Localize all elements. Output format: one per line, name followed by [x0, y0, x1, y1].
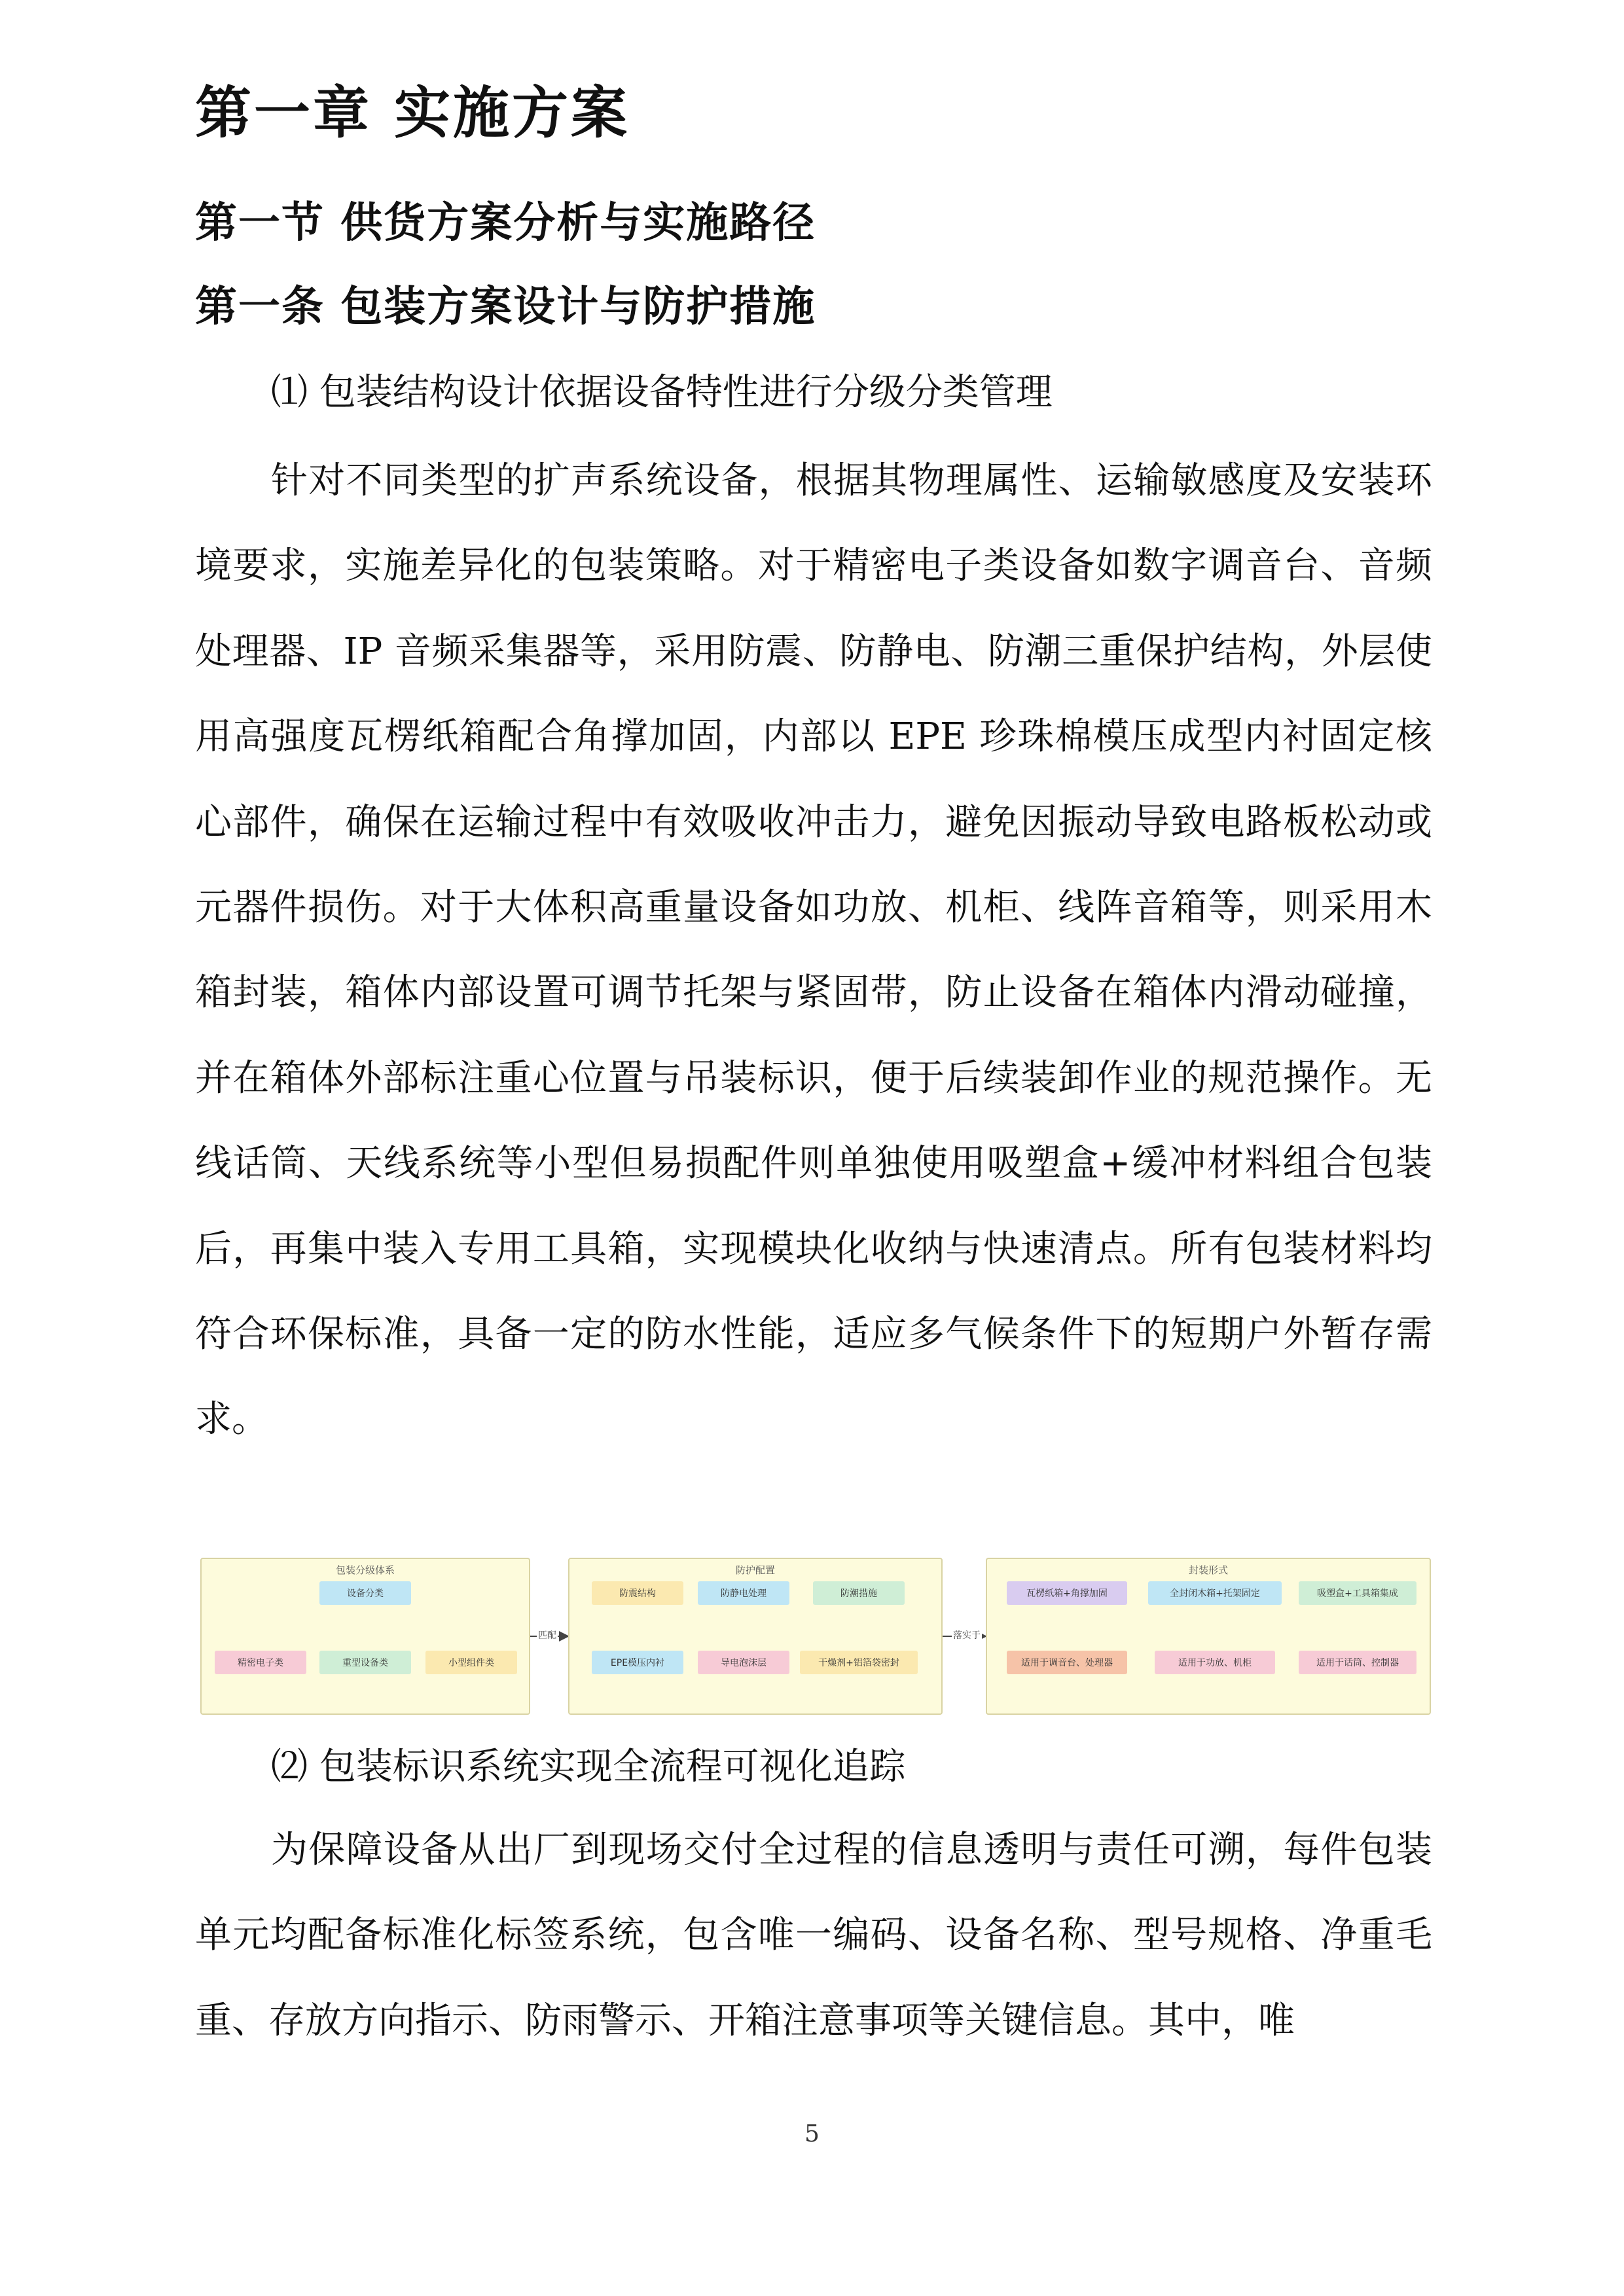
node-device-classification: 设备分类: [319, 1581, 411, 1605]
section-title: 第一节 供货方案分析与实施路径: [195, 198, 816, 247]
node-blister-box: 吸塑盒+工具箱集成: [1299, 1581, 1416, 1605]
node-small-components: 小型组件类: [425, 1651, 517, 1674]
node-conductive-foam: 导电泡沫层: [698, 1651, 789, 1674]
node-for-mixers: 适用于调音台、处理器: [1007, 1651, 1127, 1674]
node-carton-box: 瓦楞纸箱+角撑加固: [1007, 1581, 1127, 1605]
edge-label-match: 匹配: [537, 1628, 558, 1641]
subsection-2-heading: ⑵ 包装标识系统实现全流程可视化追踪: [271, 1746, 906, 1788]
chapter-title: 第一章 实施方案: [195, 80, 630, 146]
group-protection-config: [568, 1558, 943, 1715]
group-packaging-levels: [200, 1558, 530, 1715]
article-title: 第一条 包装方案设计与防护措施: [195, 282, 816, 331]
node-epe-lining: EPE模压内衬: [592, 1651, 683, 1674]
edge-label-apply: 落实于: [952, 1628, 982, 1641]
paragraph-1: 针对不同类型的扩声系统设备，根据其物理属性、运输敏感度及安装环境要求，实施差异化的包装策略。对于精密电子类设备如数字调音台、音频处理器、IP 音频采集器等，采用防震、防静电、防潮三重保护结构，外层使用高强度瓦楞纸箱配合角撑加固，内部以 EPE 珍珠棉模压成型内衬固定核心部件，确保在运输过程中有效吸收冲击力，避免因振动导致电路板松动或元器件损伤。对于大体积高重量设备如功放、机柜、线阵音箱等，则采用木箱封装，箱体内部设置可调节托架与紧固带，防止设备在箱体内滑动碰撞，并在箱体外部标注重心位置与吊装标识，便于后续装卸作业的规范操作。无线话筒、天线系统等小型但易损配件则单独使用吸塑盒+缓冲材料组合包装后，再集中装入专用工具箱，实现模块化收纳与快速清点。所有包装材料均符合环保标准，具备一定的防水性能，适应多气候条件下的短期户外暂存需求。: [195, 459, 1432, 1441]
packaging-diagram: [200, 1558, 1431, 1712]
subsection-1-heading: ⑴ 包装结构设计依据设备特性进行分级分类管理: [271, 371, 1053, 414]
group-packaging-form: [986, 1558, 1431, 1715]
node-for-microphones: 适用于话筒、控制器: [1299, 1651, 1416, 1674]
node-for-amplifiers: 适用于功放、机柜: [1155, 1651, 1275, 1674]
node-shockproof: 防震结构: [592, 1581, 683, 1605]
node-moistureproof: 防潮措施: [813, 1581, 905, 1605]
node-precise-electronics: 精密电子类: [215, 1651, 306, 1674]
page-number: 5: [804, 2121, 820, 2147]
paragraph-2: 为保障设备从出厂到现场交付全过程的信息透明与责任可溯，每件包装单元均配备标准化标签系统，包含唯一编码、设备名称、型号规格、净重毛重、存放方向指示、防雨警示、开箱注意事项等关键信息。其中，唯: [195, 1829, 1432, 2042]
node-wooden-case: 全封闭木箱+托架固定: [1148, 1581, 1282, 1605]
node-antistatic: 防静电处理: [698, 1581, 789, 1605]
group-title: 防护配置: [735, 1564, 775, 1576]
group-title: 封装形式: [1188, 1564, 1228, 1576]
node-desiccant-seal: 干燥剂+铝箔袋密封: [800, 1651, 918, 1674]
node-heavy-equipment: 重型设备类: [319, 1651, 411, 1674]
group-title: 包装分级体系: [335, 1564, 395, 1576]
